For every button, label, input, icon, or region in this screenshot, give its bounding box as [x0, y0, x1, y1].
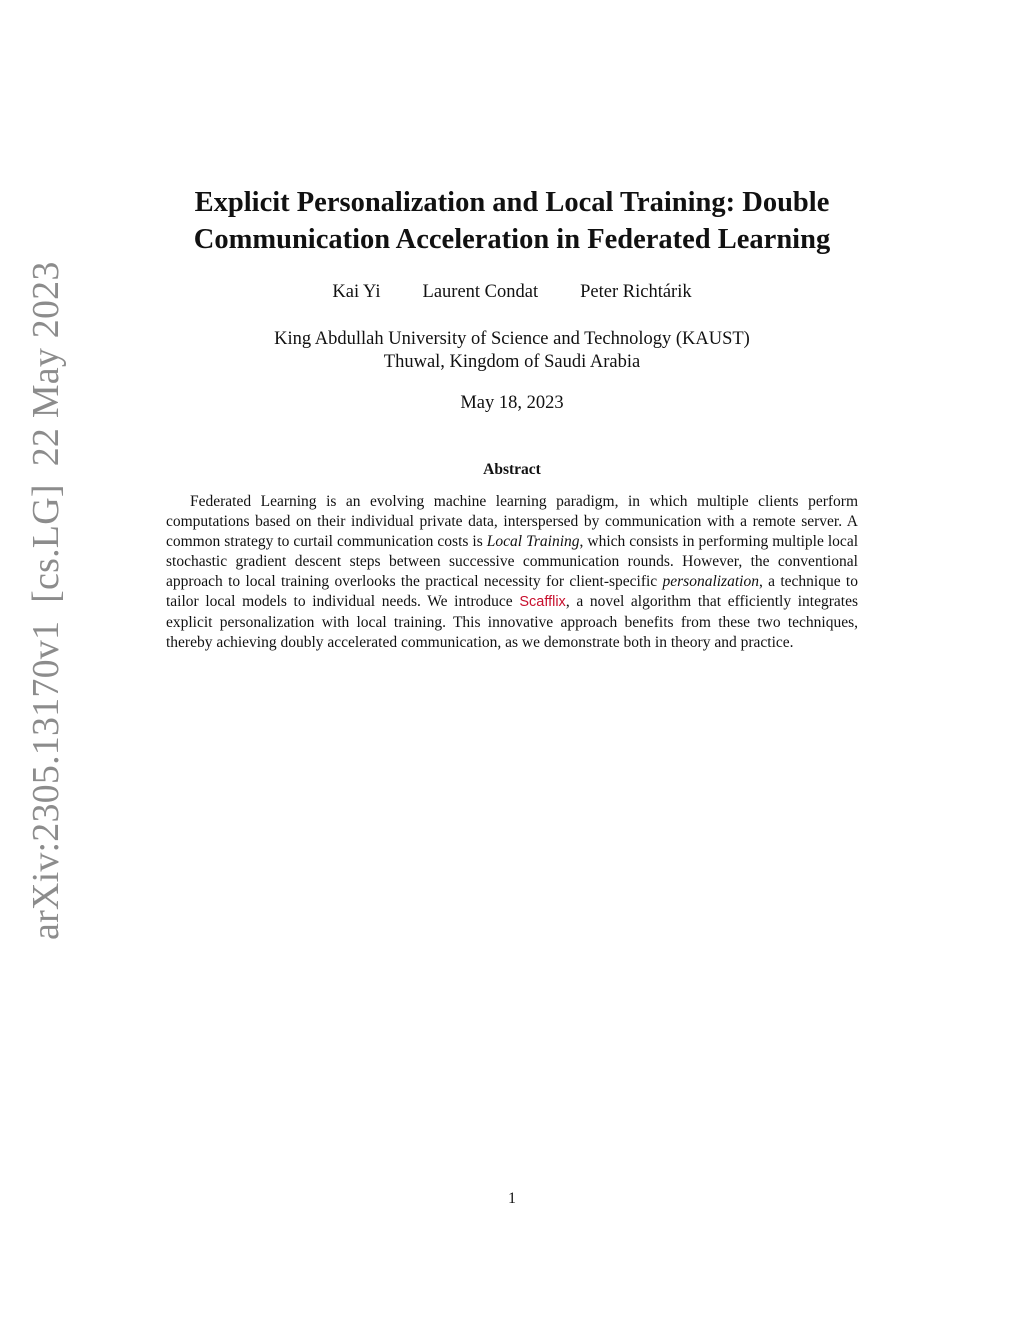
- arxiv-date: 22 May 2023: [25, 261, 67, 467]
- abstract-emphasis-personalization: personalization: [662, 573, 759, 591]
- abstract-text-3: , a technique to tailor local models to individual needs. We introduce: [166, 573, 858, 611]
- algorithm-link[interactable]: Scafflix: [519, 594, 566, 611]
- abstract-text-2: , which consists in performing multiple local stochastic gradient descent steps between successive communication rounds. However, the conventional approach to local training overlooks the practical necessity for client-specific: [166, 533, 859, 591]
- affiliation: [110, 328, 914, 374]
- page-number: 1: [508, 1190, 516, 1207]
- author-1: Kai Yi: [332, 282, 381, 302]
- abstract-heading: Abstract: [483, 461, 541, 478]
- title-line-1: Explicit Personalization and Local Training: Double: [194, 187, 830, 218]
- arxiv-category: [cs.LG]: [25, 484, 67, 603]
- affiliation-line-2: Thuwal, Kingdom of Saudi Arabia: [383, 352, 641, 372]
- abstract-text-1: Federated Learning is an evolving machine learning paradigm, in which multiple clients perform computations based on their individual private data, interspersed by communication with a remote server. A common strategy to curtail communication costs is: [166, 493, 858, 551]
- author-3: Peter Richtárik: [580, 282, 692, 302]
- arxiv-stamp: [24, 243, 68, 940]
- paper-date: May 18, 2023: [460, 393, 564, 413]
- abstract-text-4: , a novel algorithm that efficiently integrates explicit personalization with local training. This innovative approach benefits from these two techniques, thereby achieving doubly accelerated communication, as we demonstrate both in theory and practice.: [166, 593, 859, 651]
- author-2: Laurent Condat: [422, 282, 539, 302]
- title-line-2: Communication Acceleration in Federated Learning: [193, 224, 831, 255]
- abstract-body: [166, 492, 858, 653]
- author-list: [110, 282, 914, 303]
- paper-title: [110, 184, 914, 258]
- abstract-emphasis-local-training: Local Training: [486, 533, 580, 551]
- arxiv-id: arXiv:2305.13170v1: [25, 620, 67, 940]
- affiliation-line-1: King Abdullah University of Science and Technology (KAUST): [274, 329, 750, 349]
